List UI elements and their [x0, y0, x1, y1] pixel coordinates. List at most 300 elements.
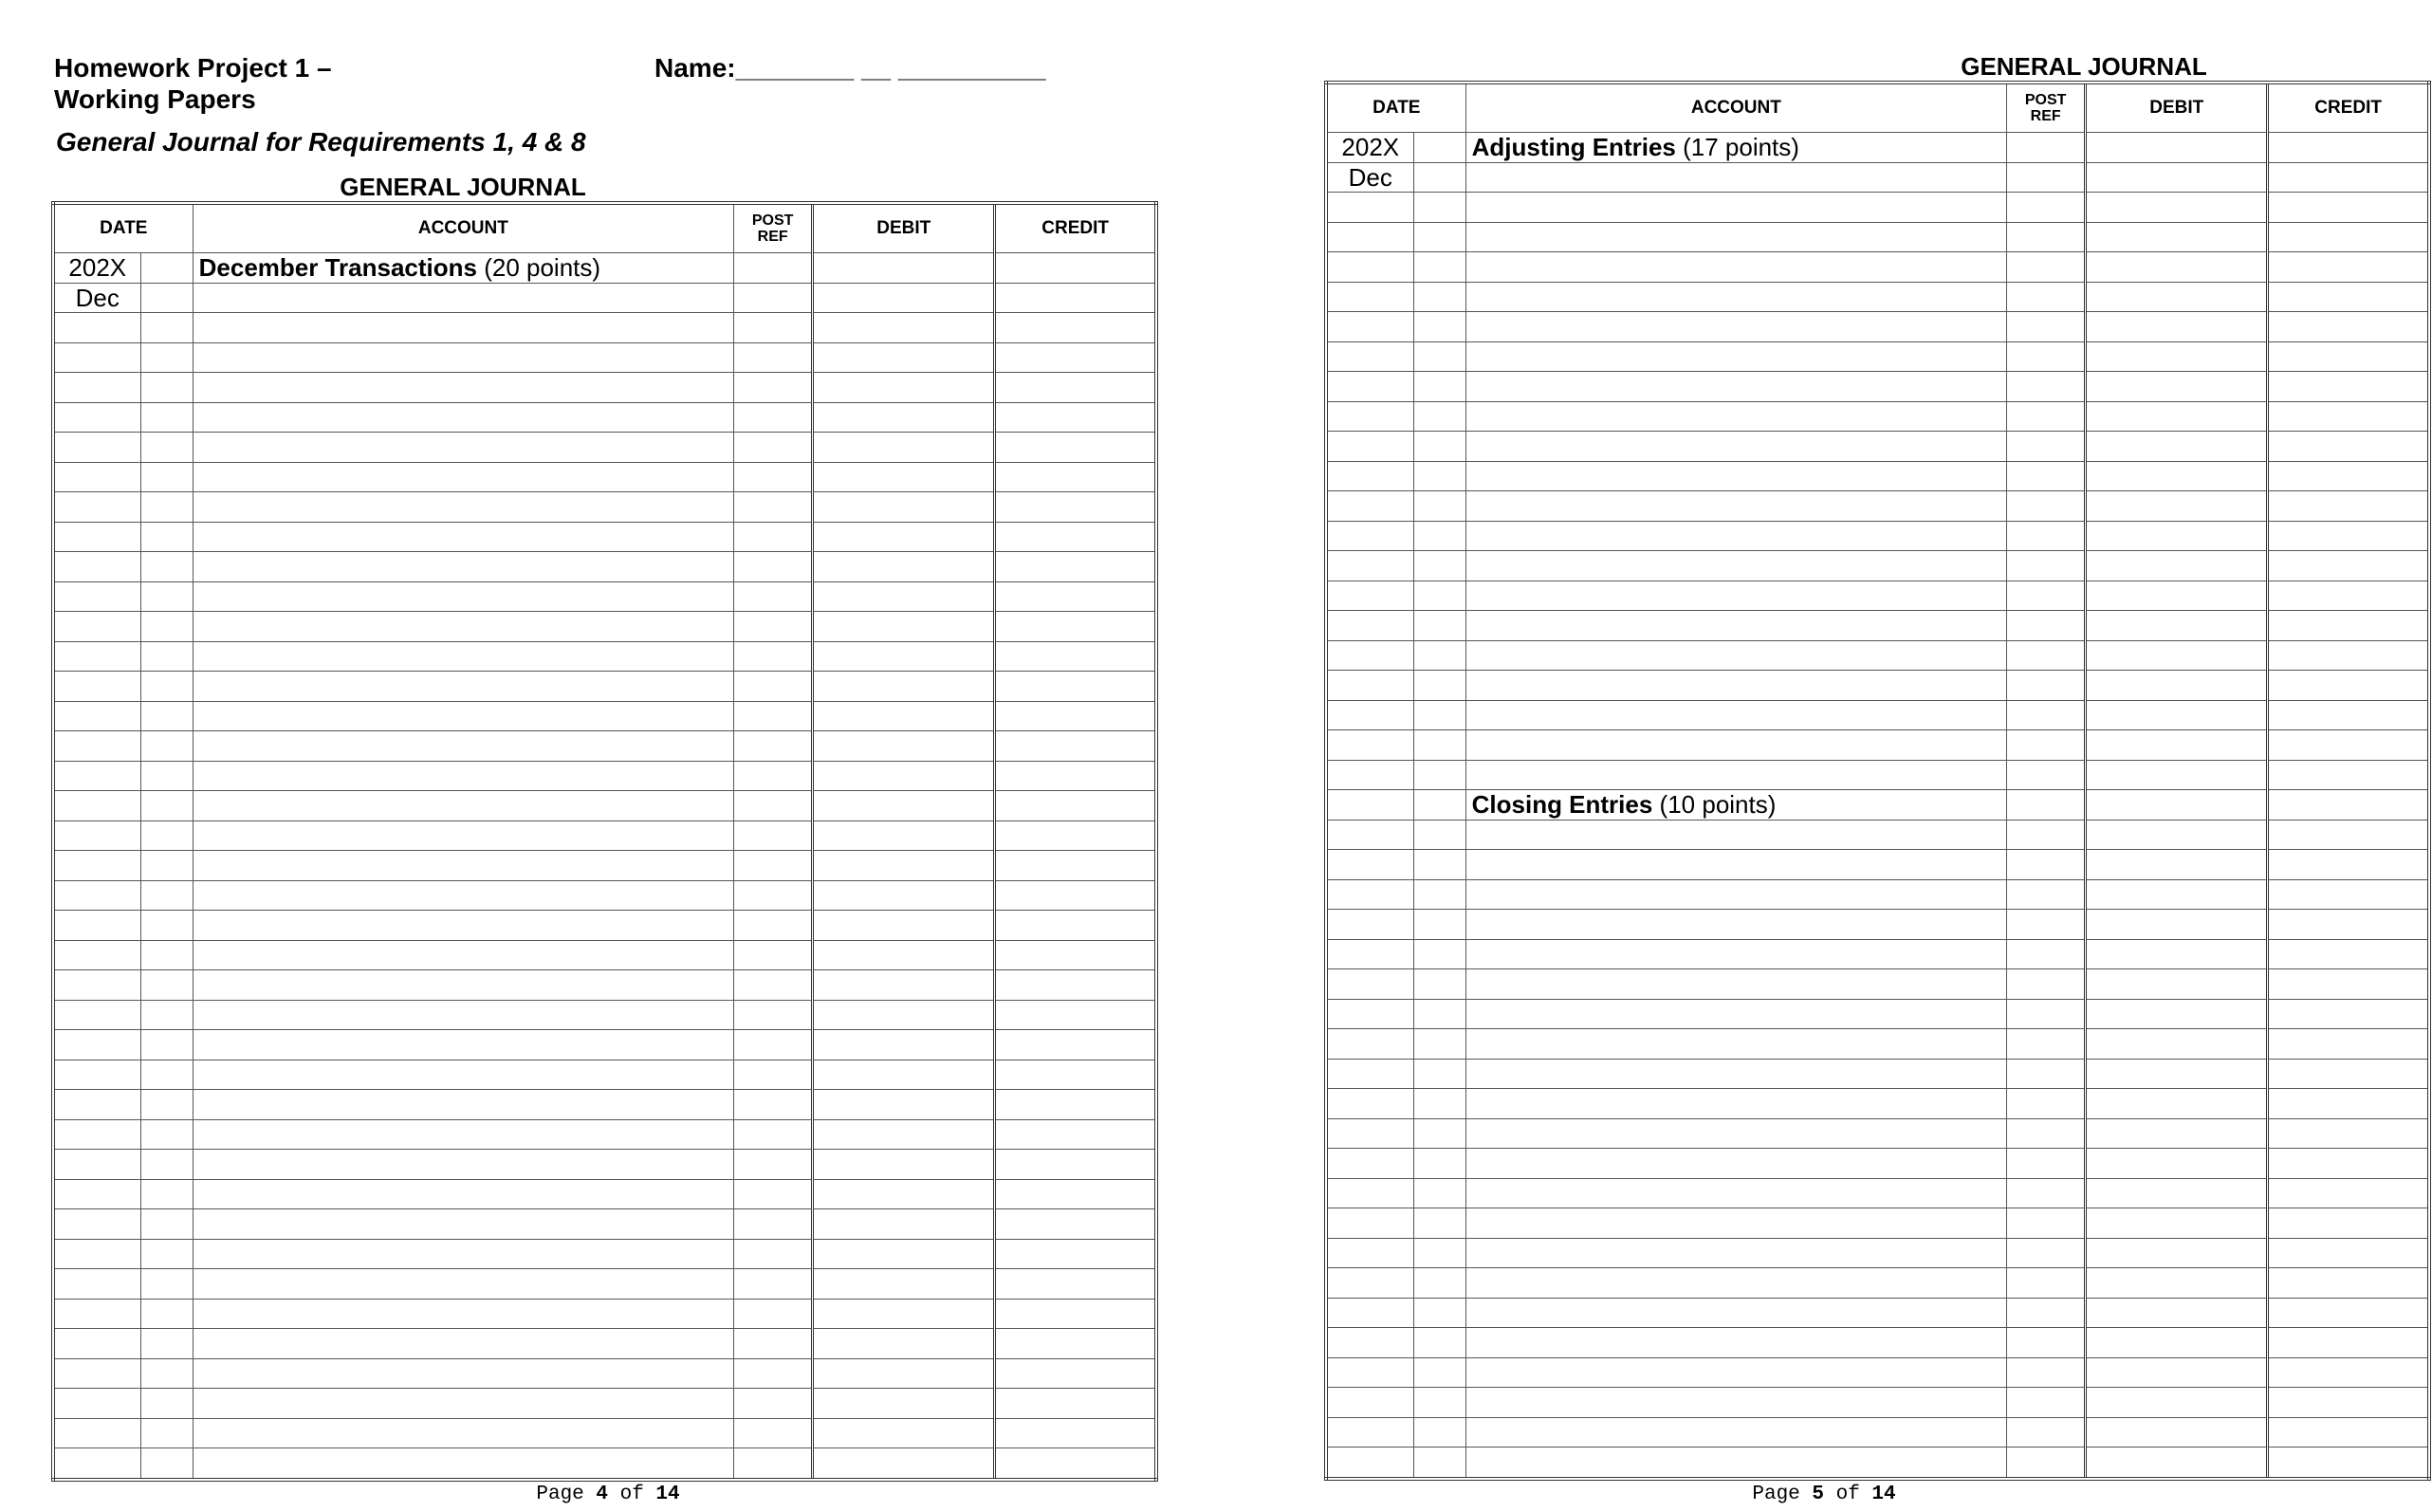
- date-month-cell[interactable]: [1326, 432, 1413, 462]
- debit-cell[interactable]: [2086, 1149, 2268, 1179]
- day-cell[interactable]: [140, 731, 193, 762]
- day-cell[interactable]: [140, 1000, 193, 1030]
- debit-cell[interactable]: [2086, 312, 2268, 342]
- day-cell[interactable]: [140, 402, 193, 433]
- debit-cell[interactable]: [2086, 1417, 2268, 1447]
- post-ref-cell[interactable]: [2007, 730, 2086, 761]
- credit-cell[interactable]: [2268, 879, 2429, 910]
- day-cell[interactable]: [1413, 671, 1465, 701]
- credit-cell[interactable]: [2268, 850, 2429, 880]
- debit-cell[interactable]: [813, 731, 995, 762]
- day-cell[interactable]: [1413, 372, 1465, 402]
- post-ref-cell[interactable]: [734, 1090, 813, 1120]
- credit-cell[interactable]: [995, 342, 1156, 373]
- credit-cell[interactable]: [2268, 790, 2429, 821]
- account-cell[interactable]: [1465, 1059, 2006, 1089]
- debit-cell[interactable]: [2086, 1268, 2268, 1299]
- post-ref-cell[interactable]: [734, 1119, 813, 1150]
- day-cell[interactable]: [1413, 910, 1465, 940]
- debit-cell[interactable]: [2086, 581, 2268, 611]
- debit-cell[interactable]: [813, 641, 995, 672]
- account-cell[interactable]: [193, 641, 733, 672]
- debit-cell[interactable]: [813, 1299, 995, 1329]
- account-cell[interactable]: [1465, 1149, 2006, 1179]
- date-month-cell[interactable]: [53, 1179, 140, 1209]
- day-cell[interactable]: [140, 1030, 193, 1060]
- post-ref-cell[interactable]: [2007, 372, 2086, 402]
- date-month-cell[interactable]: [53, 791, 140, 821]
- debit-cell[interactable]: [813, 1389, 995, 1419]
- date-month-cell[interactable]: [1326, 1298, 1413, 1328]
- day-cell[interactable]: [1413, 401, 1465, 432]
- credit-cell[interactable]: [995, 1299, 1156, 1329]
- date-month-cell[interactable]: [53, 1329, 140, 1359]
- post-ref-cell[interactable]: [734, 1179, 813, 1209]
- credit-cell[interactable]: [2268, 1388, 2429, 1418]
- credit-cell[interactable]: [2268, 1268, 2429, 1299]
- account-cell[interactable]: [1465, 1447, 2006, 1479]
- post-ref-cell[interactable]: [734, 1000, 813, 1030]
- debit-cell[interactable]: [2086, 939, 2268, 969]
- account-cell[interactable]: [1465, 162, 2006, 193]
- day-cell[interactable]: [1413, 1089, 1465, 1119]
- day-cell[interactable]: [140, 1239, 193, 1269]
- day-cell[interactable]: [140, 1448, 193, 1480]
- post-ref-cell[interactable]: [734, 1060, 813, 1090]
- post-ref-cell[interactable]: [734, 1358, 813, 1389]
- date-month-cell[interactable]: [1326, 790, 1413, 821]
- debit-cell[interactable]: [2086, 1298, 2268, 1328]
- account-cell[interactable]: [193, 731, 733, 762]
- debit-cell[interactable]: [2086, 521, 2268, 551]
- date-month-cell[interactable]: [1326, 222, 1413, 252]
- account-cell[interactable]: [193, 1150, 733, 1180]
- account-cell[interactable]: [1465, 879, 2006, 910]
- credit-cell[interactable]: [995, 402, 1156, 433]
- account-cell[interactable]: [1465, 312, 2006, 342]
- credit-cell[interactable]: [2268, 461, 2429, 491]
- date-month-cell[interactable]: [1326, 1059, 1413, 1089]
- debit-cell[interactable]: [813, 373, 995, 403]
- debit-cell[interactable]: [2086, 1118, 2268, 1149]
- day-cell[interactable]: [1413, 162, 1465, 193]
- date-month-cell[interactable]: [53, 1060, 140, 1090]
- date-month-cell[interactable]: [53, 1000, 140, 1030]
- credit-cell[interactable]: [2268, 372, 2429, 402]
- day-cell[interactable]: [140, 433, 193, 463]
- date-month-cell[interactable]: [1326, 461, 1413, 491]
- account-cell[interactable]: [1465, 1268, 2006, 1299]
- credit-cell[interactable]: [2268, 401, 2429, 432]
- credit-cell[interactable]: [2268, 1357, 2429, 1388]
- post-ref-cell[interactable]: [734, 433, 813, 463]
- date-month-cell[interactable]: [53, 1389, 140, 1419]
- account-cell[interactable]: [1465, 401, 2006, 432]
- day-cell[interactable]: [1413, 1208, 1465, 1239]
- day-cell[interactable]: [1413, 1238, 1465, 1268]
- credit-cell[interactable]: [995, 433, 1156, 463]
- post-ref-cell[interactable]: [734, 821, 813, 851]
- date-month-cell[interactable]: [53, 433, 140, 463]
- debit-cell[interactable]: [813, 851, 995, 881]
- day-cell[interactable]: [1413, 1298, 1465, 1328]
- date-month-cell[interactable]: [1326, 551, 1413, 581]
- account-cell[interactable]: [1465, 1178, 2006, 1208]
- debit-cell[interactable]: [813, 1030, 995, 1060]
- account-cell[interactable]: [1465, 671, 2006, 701]
- account-cell[interactable]: [1465, 760, 2006, 790]
- account-cell[interactable]: [193, 581, 733, 612]
- post-ref-cell[interactable]: [734, 552, 813, 582]
- credit-cell[interactable]: [995, 911, 1156, 941]
- account-cell[interactable]: [1465, 461, 2006, 491]
- post-ref-cell[interactable]: [734, 761, 813, 791]
- account-cell[interactable]: [1465, 1357, 2006, 1388]
- day-cell[interactable]: [1413, 969, 1465, 1000]
- post-ref-cell[interactable]: [2007, 312, 2086, 342]
- credit-cell[interactable]: [2268, 700, 2429, 730]
- post-ref-cell[interactable]: [734, 1418, 813, 1448]
- day-cell[interactable]: [140, 373, 193, 403]
- day-cell[interactable]: [140, 641, 193, 672]
- account-cell[interactable]: [1465, 372, 2006, 402]
- day-cell[interactable]: [1413, 312, 1465, 342]
- debit-cell[interactable]: [813, 970, 995, 1001]
- day-cell[interactable]: [1413, 1417, 1465, 1447]
- credit-cell[interactable]: [2268, 1328, 2429, 1358]
- debit-cell[interactable]: [2086, 372, 2268, 402]
- date-month-cell[interactable]: [53, 1239, 140, 1269]
- day-cell[interactable]: [140, 283, 193, 313]
- credit-cell[interactable]: [2268, 1208, 2429, 1239]
- day-cell[interactable]: [1413, 1059, 1465, 1089]
- day-cell[interactable]: [140, 1060, 193, 1090]
- date-month-cell[interactable]: [53, 701, 140, 731]
- day-cell[interactable]: [1413, 222, 1465, 252]
- day-cell[interactable]: [1413, 1268, 1465, 1299]
- post-ref-cell[interactable]: [734, 731, 813, 762]
- account-cell[interactable]: [193, 761, 733, 791]
- debit-cell[interactable]: [2086, 611, 2268, 641]
- account-cell[interactable]: [1465, 282, 2006, 312]
- day-cell[interactable]: [140, 1358, 193, 1389]
- date-month-cell[interactable]: [1326, 611, 1413, 641]
- debit-cell[interactable]: [2086, 820, 2268, 850]
- post-ref-cell[interactable]: [2007, 401, 2086, 432]
- debit-cell[interactable]: [813, 283, 995, 313]
- date-month-cell[interactable]: [53, 731, 140, 762]
- account-cell[interactable]: [193, 1389, 733, 1419]
- day-cell[interactable]: [1413, 341, 1465, 372]
- credit-cell[interactable]: [995, 1209, 1156, 1240]
- date-month-cell[interactable]: [1326, 910, 1413, 940]
- post-ref-cell[interactable]: [734, 940, 813, 970]
- debit-cell[interactable]: [2086, 282, 2268, 312]
- date-month-cell[interactable]: [53, 552, 140, 582]
- credit-cell[interactable]: [2268, 491, 2429, 522]
- day-cell[interactable]: [1413, 760, 1465, 790]
- day-cell[interactable]: [140, 342, 193, 373]
- debit-cell[interactable]: [2086, 133, 2268, 163]
- debit-cell[interactable]: [2086, 730, 2268, 761]
- day-cell[interactable]: [140, 581, 193, 612]
- debit-cell[interactable]: [2086, 432, 2268, 462]
- date-month-cell[interactable]: [53, 1030, 140, 1060]
- date-month-cell[interactable]: [1326, 939, 1413, 969]
- credit-cell[interactable]: [2268, 999, 2429, 1029]
- date-month-cell[interactable]: [1326, 1328, 1413, 1358]
- date-month-cell[interactable]: [53, 672, 140, 702]
- credit-cell[interactable]: [995, 283, 1156, 313]
- debit-cell[interactable]: [813, 1209, 995, 1240]
- date-month-cell[interactable]: [53, 1299, 140, 1329]
- account-cell[interactable]: [193, 612, 733, 642]
- post-ref-cell[interactable]: [2007, 222, 2086, 252]
- account-cell[interactable]: [1465, 581, 2006, 611]
- date-month-cell[interactable]: [53, 1418, 140, 1448]
- debit-cell[interactable]: [813, 701, 995, 731]
- account-cell[interactable]: [193, 791, 733, 821]
- day-cell[interactable]: [1413, 551, 1465, 581]
- credit-cell[interactable]: [2268, 282, 2429, 312]
- debit-cell[interactable]: [2086, 640, 2268, 671]
- post-ref-cell[interactable]: [2007, 1149, 2086, 1179]
- post-ref-cell[interactable]: [2007, 1298, 2086, 1328]
- date-month-cell[interactable]: [53, 462, 140, 492]
- debit-cell[interactable]: [2086, 790, 2268, 821]
- account-cell[interactable]: [193, 283, 733, 313]
- credit-cell[interactable]: [2268, 1447, 2429, 1479]
- account-cell[interactable]: [1465, 432, 2006, 462]
- post-ref-cell[interactable]: [734, 701, 813, 731]
- credit-cell[interactable]: [2268, 1089, 2429, 1119]
- day-cell[interactable]: [1413, 879, 1465, 910]
- debit-cell[interactable]: [2086, 461, 2268, 491]
- day-cell[interactable]: [1413, 461, 1465, 491]
- credit-cell[interactable]: [995, 1150, 1156, 1180]
- date-month-cell[interactable]: [53, 641, 140, 672]
- date-month-cell[interactable]: [1326, 700, 1413, 730]
- account-cell[interactable]: [193, 1209, 733, 1240]
- debit-cell[interactable]: [2086, 671, 2268, 701]
- debit-cell[interactable]: [2086, 1089, 2268, 1119]
- credit-cell[interactable]: [995, 492, 1156, 523]
- account-cell[interactable]: [193, 1239, 733, 1269]
- date-month-cell[interactable]: [53, 880, 140, 911]
- debit-cell[interactable]: [813, 880, 995, 911]
- date-month-cell[interactable]: [1326, 1388, 1413, 1418]
- account-cell[interactable]: [1465, 1029, 2006, 1060]
- day-cell[interactable]: [1413, 1328, 1465, 1358]
- debit-cell[interactable]: [813, 342, 995, 373]
- debit-cell[interactable]: [813, 1269, 995, 1300]
- date-month-cell[interactable]: [53, 821, 140, 851]
- account-cell[interactable]: [193, 1090, 733, 1120]
- credit-cell[interactable]: [995, 1179, 1156, 1209]
- day-cell[interactable]: [140, 1179, 193, 1209]
- debit-cell[interactable]: [813, 433, 995, 463]
- post-ref-cell[interactable]: [734, 283, 813, 313]
- day-cell[interactable]: [140, 761, 193, 791]
- account-cell[interactable]: [1465, 910, 2006, 940]
- day-cell[interactable]: [1413, 850, 1465, 880]
- day-cell[interactable]: [1413, 432, 1465, 462]
- day-cell[interactable]: [1413, 491, 1465, 522]
- debit-cell[interactable]: [2086, 850, 2268, 880]
- debit-cell[interactable]: [813, 672, 995, 702]
- account-cell[interactable]: [193, 851, 733, 881]
- credit-cell[interactable]: [2268, 551, 2429, 581]
- debit-cell[interactable]: [2086, 1178, 2268, 1208]
- debit-cell[interactable]: [2086, 1328, 2268, 1358]
- post-ref-cell[interactable]: [2007, 1029, 2086, 1060]
- debit-cell[interactable]: [2086, 551, 2268, 581]
- debit-cell[interactable]: [2086, 879, 2268, 910]
- account-cell[interactable]: [193, 522, 733, 552]
- date-month-cell[interactable]: [53, 851, 140, 881]
- post-ref-cell[interactable]: [734, 1448, 813, 1480]
- date-month-cell[interactable]: [53, 492, 140, 523]
- post-ref-cell[interactable]: [734, 911, 813, 941]
- debit-cell[interactable]: [813, 612, 995, 642]
- credit-cell[interactable]: [2268, 820, 2429, 850]
- post-ref-cell[interactable]: [2007, 1238, 2086, 1268]
- day-cell[interactable]: [1413, 999, 1465, 1029]
- debit-cell[interactable]: [813, 462, 995, 492]
- post-ref-cell[interactable]: [734, 791, 813, 821]
- debit-cell[interactable]: [2086, 222, 2268, 252]
- credit-cell[interactable]: [2268, 341, 2429, 372]
- day-cell[interactable]: [140, 970, 193, 1001]
- debit-cell[interactable]: [2086, 1059, 2268, 1089]
- date-month-cell[interactable]: [53, 911, 140, 941]
- post-ref-cell[interactable]: [2007, 879, 2086, 910]
- credit-cell[interactable]: [995, 970, 1156, 1001]
- day-cell[interactable]: [1413, 581, 1465, 611]
- date-month-cell[interactable]: [1326, 1029, 1413, 1060]
- credit-cell[interactable]: [995, 821, 1156, 851]
- account-cell[interactable]: [193, 1448, 733, 1480]
- debit-cell[interactable]: [2086, 760, 2268, 790]
- credit-cell[interactable]: [995, 1418, 1156, 1448]
- account-cell[interactable]: [193, 1000, 733, 1030]
- debit-cell[interactable]: [813, 492, 995, 523]
- day-cell[interactable]: [140, 313, 193, 343]
- day-cell[interactable]: [1413, 521, 1465, 551]
- debit-cell[interactable]: [813, 1060, 995, 1090]
- account-cell[interactable]: [193, 1030, 733, 1060]
- post-ref-cell[interactable]: [2007, 1118, 2086, 1149]
- post-ref-cell[interactable]: [2007, 1268, 2086, 1299]
- account-cell[interactable]: [193, 821, 733, 851]
- day-cell[interactable]: [140, 701, 193, 731]
- credit-cell[interactable]: [995, 462, 1156, 492]
- debit-cell[interactable]: [2086, 700, 2268, 730]
- account-cell[interactable]: [1465, 1328, 2006, 1358]
- post-ref-cell[interactable]: [2007, 252, 2086, 283]
- day-cell[interactable]: [140, 1418, 193, 1448]
- post-ref-cell[interactable]: [734, 492, 813, 523]
- post-ref-cell[interactable]: [2007, 640, 2086, 671]
- post-ref-cell[interactable]: [2007, 760, 2086, 790]
- date-month-cell[interactable]: [1326, 969, 1413, 1000]
- day-cell[interactable]: [140, 1329, 193, 1359]
- day-cell[interactable]: [1413, 700, 1465, 730]
- date-month-cell[interactable]: [1326, 1357, 1413, 1388]
- account-cell[interactable]: [1465, 1089, 2006, 1119]
- date-month-cell[interactable]: [1326, 640, 1413, 671]
- debit-cell[interactable]: [813, 1418, 995, 1448]
- day-cell[interactable]: [140, 522, 193, 552]
- credit-cell[interactable]: [995, 581, 1156, 612]
- date-month-cell[interactable]: [1326, 282, 1413, 312]
- credit-cell[interactable]: [2268, 312, 2429, 342]
- account-cell[interactable]: [1465, 1208, 2006, 1239]
- account-cell[interactable]: [1465, 341, 2006, 372]
- credit-cell[interactable]: [2268, 521, 2429, 551]
- account-cell[interactable]: [193, 313, 733, 343]
- debit-cell[interactable]: [813, 1239, 995, 1269]
- credit-cell[interactable]: [995, 761, 1156, 791]
- credit-cell[interactable]: [2268, 1178, 2429, 1208]
- date-month-cell[interactable]: [1326, 491, 1413, 522]
- post-ref-cell[interactable]: [734, 1329, 813, 1359]
- date-month-cell[interactable]: [1326, 850, 1413, 880]
- account-cell[interactable]: [1465, 521, 2006, 551]
- date-month-cell[interactable]: [1326, 193, 1413, 223]
- credit-cell[interactable]: [2268, 969, 2429, 1000]
- date-month-cell[interactable]: [53, 1269, 140, 1300]
- credit-cell[interactable]: [995, 791, 1156, 821]
- date-month-cell[interactable]: [1326, 341, 1413, 372]
- account-cell[interactable]: [193, 342, 733, 373]
- post-ref-cell[interactable]: [2007, 432, 2086, 462]
- debit-cell[interactable]: [813, 791, 995, 821]
- day-cell[interactable]: [140, 940, 193, 970]
- debit-cell[interactable]: [813, 1448, 995, 1480]
- post-ref-cell[interactable]: [734, 612, 813, 642]
- post-ref-cell[interactable]: [2007, 1208, 2086, 1239]
- day-cell[interactable]: [1413, 1149, 1465, 1179]
- day-cell[interactable]: [140, 492, 193, 523]
- post-ref-cell[interactable]: [734, 522, 813, 552]
- credit-cell[interactable]: [2268, 1059, 2429, 1089]
- date-month-cell[interactable]: [53, 1448, 140, 1480]
- credit-cell[interactable]: [2268, 1298, 2429, 1328]
- post-ref-cell[interactable]: [2007, 1357, 2086, 1388]
- post-ref-cell[interactable]: [2007, 999, 2086, 1029]
- credit-cell[interactable]: [995, 1448, 1156, 1480]
- debit-cell[interactable]: [2086, 969, 2268, 1000]
- post-ref-cell[interactable]: [734, 641, 813, 672]
- date-month-cell[interactable]: [53, 342, 140, 373]
- credit-cell[interactable]: [995, 641, 1156, 672]
- credit-cell[interactable]: [2268, 1238, 2429, 1268]
- date-month-cell[interactable]: [1326, 999, 1413, 1029]
- date-month-cell[interactable]: [1326, 1268, 1413, 1299]
- debit-cell[interactable]: [813, 581, 995, 612]
- day-cell[interactable]: [140, 612, 193, 642]
- debit-cell[interactable]: [813, 1150, 995, 1180]
- post-ref-cell[interactable]: [734, 1269, 813, 1300]
- credit-cell[interactable]: [2268, 1029, 2429, 1060]
- credit-cell[interactable]: [2268, 1149, 2429, 1179]
- post-ref-cell[interactable]: [2007, 521, 2086, 551]
- credit-cell[interactable]: [995, 1030, 1156, 1060]
- date-month-cell[interactable]: [53, 940, 140, 970]
- account-cell[interactable]: [1465, 1388, 2006, 1418]
- account-cell[interactable]: [1465, 939, 2006, 969]
